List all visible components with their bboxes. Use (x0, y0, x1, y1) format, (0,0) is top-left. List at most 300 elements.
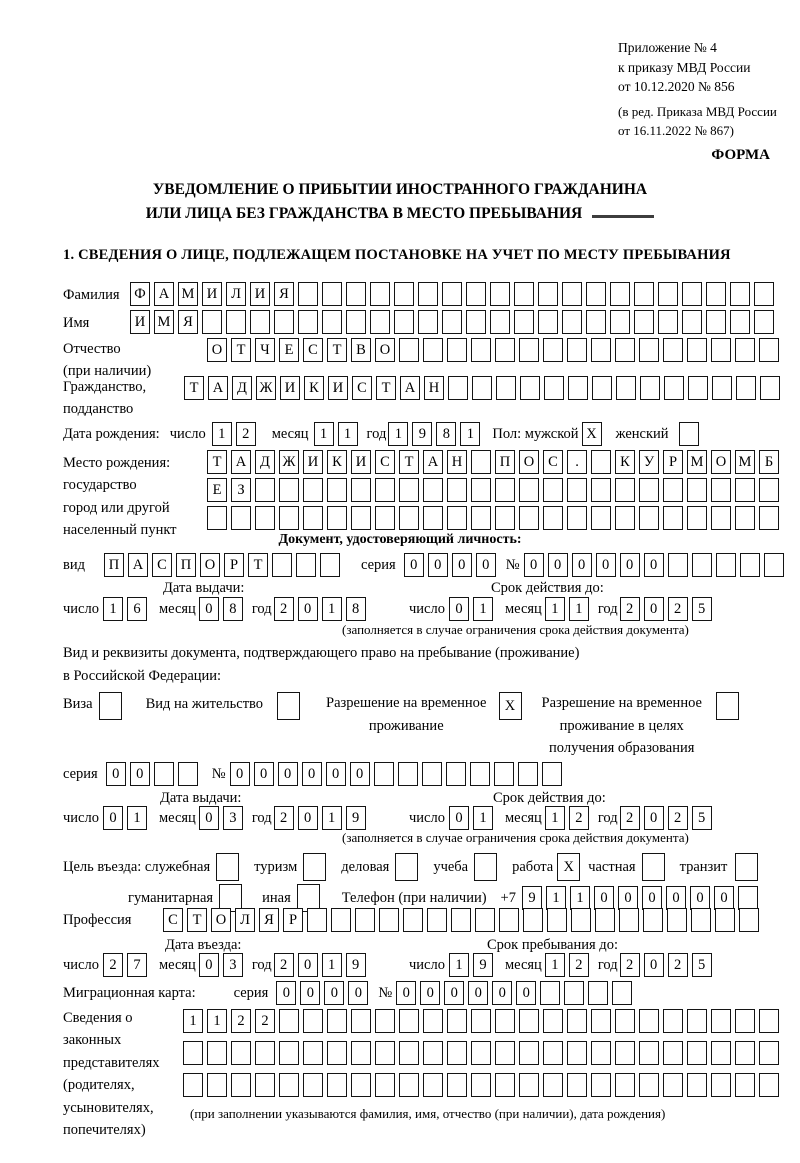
char-box[interactable]: 0 (449, 806, 469, 830)
char-box[interactable] (207, 506, 227, 530)
char-box[interactable]: П (176, 553, 196, 577)
char-box[interactable]: 2 (274, 953, 294, 977)
char-box[interactable] (663, 1009, 683, 1033)
char-box[interactable]: 8 (436, 422, 456, 446)
char-box[interactable] (327, 1009, 347, 1033)
char-box[interactable]: 6 (127, 597, 147, 621)
char-box[interactable] (523, 908, 543, 932)
char-box[interactable] (544, 376, 564, 400)
char-box[interactable] (351, 1041, 371, 1065)
char-box[interactable] (564, 981, 584, 1005)
char-box[interactable] (447, 1073, 467, 1097)
char-box[interactable]: 5 (692, 806, 712, 830)
char-box[interactable] (279, 506, 299, 530)
char-box[interactable]: А (208, 376, 228, 400)
char-box[interactable] (272, 553, 292, 577)
char-box[interactable]: 1 (545, 953, 565, 977)
char-box[interactable] (754, 310, 774, 334)
char-box[interactable]: У (639, 450, 659, 474)
char-box[interactable]: 0 (199, 953, 219, 977)
char-box[interactable] (451, 908, 471, 932)
char-box[interactable] (399, 1073, 419, 1097)
char-box[interactable]: 1 (322, 597, 342, 621)
char-box[interactable] (616, 376, 636, 400)
char-box[interactable] (738, 886, 758, 910)
char-box[interactable] (399, 1041, 419, 1065)
char-box[interactable] (567, 1041, 587, 1065)
char-box[interactable] (207, 1041, 227, 1065)
checkbox-cell[interactable] (395, 853, 418, 881)
char-box[interactable] (303, 1041, 323, 1065)
char-box[interactable] (303, 1009, 323, 1033)
char-box[interactable] (399, 506, 419, 530)
char-box[interactable] (567, 1073, 587, 1097)
char-box[interactable] (471, 1073, 491, 1097)
char-box[interactable] (639, 1073, 659, 1097)
char-box[interactable] (471, 338, 491, 362)
char-box[interactable] (706, 310, 726, 334)
char-box[interactable]: С (352, 376, 372, 400)
char-box[interactable]: Я (178, 310, 198, 334)
char-box[interactable]: 0 (302, 762, 322, 786)
char-box[interactable] (475, 908, 495, 932)
char-box[interactable]: 5 (692, 597, 712, 621)
char-box[interactable]: Т (327, 338, 347, 362)
char-box[interactable] (231, 1041, 251, 1065)
char-box[interactable] (495, 1009, 515, 1033)
char-box[interactable]: 2 (668, 806, 688, 830)
char-box[interactable]: 5 (692, 953, 712, 977)
char-box[interactable]: 1 (570, 886, 590, 910)
char-box[interactable]: 9 (412, 422, 432, 446)
char-box[interactable]: 1 (322, 806, 342, 830)
char-box[interactable]: 2 (231, 1009, 251, 1033)
char-box[interactable]: 8 (346, 597, 366, 621)
char-box[interactable] (547, 908, 567, 932)
char-box[interactable] (615, 1009, 635, 1033)
char-box[interactable]: 0 (524, 553, 544, 577)
char-box[interactable] (375, 1009, 395, 1033)
char-box[interactable] (154, 762, 174, 786)
char-box[interactable]: М (154, 310, 174, 334)
char-box[interactable] (664, 376, 684, 400)
char-box[interactable] (739, 908, 759, 932)
char-box[interactable] (639, 1041, 659, 1065)
char-box[interactable]: 9 (346, 806, 366, 830)
char-box[interactable] (687, 1009, 707, 1033)
char-box[interactable] (735, 506, 755, 530)
char-box[interactable] (663, 506, 683, 530)
char-box[interactable] (730, 310, 750, 334)
char-box[interactable]: Б (759, 450, 779, 474)
char-box[interactable] (495, 338, 515, 362)
char-box[interactable]: А (154, 282, 174, 306)
char-box[interactable]: Л (226, 282, 246, 306)
char-box[interactable]: А (400, 376, 420, 400)
char-box[interactable] (610, 310, 630, 334)
char-box[interactable]: И (328, 376, 348, 400)
char-box[interactable] (764, 553, 784, 577)
char-box[interactable] (591, 1041, 611, 1065)
char-box[interactable] (346, 282, 366, 306)
char-box[interactable] (571, 908, 591, 932)
char-box[interactable]: 1 (212, 422, 232, 446)
char-box[interactable] (562, 310, 582, 334)
char-box[interactable]: X (582, 422, 602, 446)
char-box[interactable]: Ж (256, 376, 276, 400)
char-box[interactable] (543, 1009, 563, 1033)
char-box[interactable] (279, 1073, 299, 1097)
char-box[interactable]: 0 (130, 762, 150, 786)
char-box[interactable] (759, 478, 779, 502)
char-box[interactable]: 0 (199, 806, 219, 830)
checkbox-cell[interactable] (277, 692, 300, 720)
char-box[interactable]: С (152, 553, 172, 577)
char-box[interactable] (298, 282, 318, 306)
char-box[interactable] (519, 1009, 539, 1033)
char-box[interactable] (355, 908, 375, 932)
char-box[interactable] (682, 282, 702, 306)
char-box[interactable] (567, 506, 587, 530)
char-box[interactable] (351, 506, 371, 530)
char-box[interactable]: 1 (473, 597, 493, 621)
char-box[interactable] (471, 478, 491, 502)
char-box[interactable] (183, 1073, 203, 1097)
char-box[interactable] (615, 506, 635, 530)
char-box[interactable] (759, 338, 779, 362)
char-box[interactable] (679, 422, 699, 446)
char-box[interactable] (303, 478, 323, 502)
char-box[interactable] (255, 506, 275, 530)
char-box[interactable]: 0 (254, 762, 274, 786)
char-box[interactable] (418, 310, 438, 334)
char-box[interactable] (327, 1041, 347, 1065)
char-box[interactable]: 0 (644, 806, 664, 830)
char-box[interactable]: 0 (298, 597, 318, 621)
char-box[interactable] (716, 553, 736, 577)
char-box[interactable] (639, 1009, 659, 1033)
char-box[interactable]: 0 (690, 886, 710, 910)
char-box[interactable] (423, 506, 443, 530)
char-box[interactable]: 2 (620, 597, 640, 621)
char-box[interactable] (591, 506, 611, 530)
char-box[interactable]: И (202, 282, 222, 306)
char-box[interactable] (588, 981, 608, 1005)
char-box[interactable]: О (711, 450, 731, 474)
char-box[interactable] (346, 310, 366, 334)
char-box[interactable] (540, 981, 560, 1005)
char-box[interactable] (250, 310, 270, 334)
char-box[interactable] (759, 1041, 779, 1065)
char-box[interactable]: 1 (207, 1009, 227, 1033)
char-box[interactable]: 0 (420, 981, 440, 1005)
char-box[interactable] (658, 310, 678, 334)
char-box[interactable]: П (104, 553, 124, 577)
char-box[interactable]: С (543, 450, 563, 474)
char-box[interactable] (423, 1009, 443, 1033)
char-box[interactable] (399, 478, 419, 502)
char-box[interactable]: 0 (449, 597, 469, 621)
char-box[interactable] (499, 908, 519, 932)
char-box[interactable]: К (304, 376, 324, 400)
char-box[interactable] (735, 478, 755, 502)
checkbox-cell[interactable] (716, 692, 739, 720)
char-box[interactable] (760, 376, 780, 400)
char-box[interactable]: С (303, 338, 323, 362)
char-box[interactable]: 0 (476, 553, 496, 577)
char-box[interactable]: 0 (199, 597, 219, 621)
char-box[interactable]: 2 (236, 422, 256, 446)
char-box[interactable]: Д (255, 450, 275, 474)
char-box[interactable] (446, 762, 466, 786)
char-box[interactable] (472, 376, 492, 400)
char-box[interactable] (231, 506, 251, 530)
char-box[interactable] (715, 908, 735, 932)
char-box[interactable]: Р (663, 450, 683, 474)
char-box[interactable] (370, 282, 390, 306)
char-box[interactable] (691, 908, 711, 932)
char-box[interactable] (447, 1009, 467, 1033)
char-box[interactable]: О (211, 908, 231, 932)
char-box[interactable] (663, 338, 683, 362)
char-box[interactable] (711, 478, 731, 502)
char-box[interactable] (592, 376, 612, 400)
char-box[interactable] (307, 908, 327, 932)
checkbox-cell[interactable] (99, 692, 122, 720)
char-box[interactable]: М (687, 450, 707, 474)
char-box[interactable]: Р (224, 553, 244, 577)
char-box[interactable]: 7 (127, 953, 147, 977)
char-box[interactable]: 2 (620, 806, 640, 830)
char-box[interactable] (740, 553, 760, 577)
char-box[interactable] (759, 506, 779, 530)
char-box[interactable] (543, 1041, 563, 1065)
char-box[interactable] (595, 908, 615, 932)
char-box[interactable]: И (250, 282, 270, 306)
char-box[interactable] (442, 282, 462, 306)
char-box[interactable] (711, 1041, 731, 1065)
char-box[interactable] (394, 310, 414, 334)
char-box[interactable] (634, 310, 654, 334)
char-box[interactable] (327, 506, 347, 530)
char-box[interactable]: О (519, 450, 539, 474)
char-box[interactable]: 0 (428, 553, 448, 577)
char-box[interactable] (490, 282, 510, 306)
checkbox-cell[interactable] (216, 853, 239, 881)
char-box[interactable]: 0 (348, 981, 368, 1005)
char-box[interactable]: 0 (666, 886, 686, 910)
char-box[interactable] (567, 338, 587, 362)
char-box[interactable]: 1 (449, 953, 469, 977)
char-box[interactable] (423, 1073, 443, 1097)
char-box[interactable] (351, 1009, 371, 1033)
char-box[interactable] (663, 1041, 683, 1065)
char-box[interactable] (639, 338, 659, 362)
char-box[interactable] (591, 478, 611, 502)
char-box[interactable] (466, 282, 486, 306)
char-box[interactable]: 1 (338, 422, 358, 446)
char-box[interactable] (759, 1073, 779, 1097)
char-box[interactable]: Т (187, 908, 207, 932)
char-box[interactable] (759, 1009, 779, 1033)
char-box[interactable] (591, 1073, 611, 1097)
char-box[interactable]: 1 (388, 422, 408, 446)
char-box[interactable]: 1 (545, 597, 565, 621)
char-box[interactable] (687, 1073, 707, 1097)
char-box[interactable] (320, 553, 340, 577)
char-box[interactable]: 9 (346, 953, 366, 977)
char-box[interactable]: С (163, 908, 183, 932)
char-box[interactable] (735, 1009, 755, 1033)
char-box[interactable]: 0 (278, 762, 298, 786)
char-box[interactable]: 0 (492, 981, 512, 1005)
char-box[interactable] (711, 338, 731, 362)
checkbox-cell[interactable]: X (499, 692, 522, 720)
char-box[interactable]: 2 (274, 597, 294, 621)
char-box[interactable] (619, 908, 639, 932)
char-box[interactable] (514, 310, 534, 334)
checkbox-cell[interactable] (474, 853, 497, 881)
char-box[interactable] (688, 376, 708, 400)
char-box[interactable] (568, 376, 588, 400)
char-box[interactable] (202, 310, 222, 334)
char-box[interactable]: М (735, 450, 755, 474)
char-box[interactable] (543, 338, 563, 362)
char-box[interactable]: 0 (618, 886, 638, 910)
char-box[interactable]: 2 (620, 953, 640, 977)
char-box[interactable]: Е (279, 338, 299, 362)
char-box[interactable] (303, 1073, 323, 1097)
char-box[interactable] (712, 376, 732, 400)
char-box[interactable] (496, 376, 516, 400)
char-box[interactable] (615, 1073, 635, 1097)
char-box[interactable] (735, 338, 755, 362)
char-box[interactable] (351, 1073, 371, 1097)
char-box[interactable] (296, 553, 316, 577)
char-box[interactable] (322, 310, 342, 334)
char-box[interactable] (615, 338, 635, 362)
char-box[interactable] (303, 506, 323, 530)
char-box[interactable] (567, 1009, 587, 1033)
char-box[interactable] (255, 1041, 275, 1065)
char-box[interactable]: 0 (644, 597, 664, 621)
checkbox-cell[interactable] (303, 853, 326, 881)
char-box[interactable] (399, 338, 419, 362)
char-box[interactable]: 1 (314, 422, 334, 446)
char-box[interactable]: К (615, 450, 635, 474)
char-box[interactable]: М (178, 282, 198, 306)
char-box[interactable] (643, 908, 663, 932)
char-box[interactable]: 0 (452, 553, 472, 577)
char-box[interactable]: 1 (473, 806, 493, 830)
char-box[interactable] (279, 1009, 299, 1033)
char-box[interactable]: 0 (468, 981, 488, 1005)
char-box[interactable] (322, 282, 342, 306)
char-box[interactable] (207, 1073, 227, 1097)
char-box[interactable] (640, 376, 660, 400)
char-box[interactable] (586, 310, 606, 334)
char-box[interactable]: В (351, 338, 371, 362)
char-box[interactable] (231, 1073, 251, 1097)
char-box[interactable] (518, 762, 538, 786)
char-box[interactable] (658, 282, 678, 306)
checkbox-cell[interactable]: X (557, 853, 580, 881)
char-box[interactable]: Т (207, 450, 227, 474)
char-box[interactable]: 0 (572, 553, 592, 577)
char-box[interactable]: С (375, 450, 395, 474)
char-box[interactable] (634, 282, 654, 306)
char-box[interactable] (495, 506, 515, 530)
char-box[interactable]: 0 (326, 762, 346, 786)
char-box[interactable] (375, 1073, 395, 1097)
char-box[interactable]: И (303, 450, 323, 474)
char-box[interactable]: А (128, 553, 148, 577)
char-box[interactable] (706, 282, 726, 306)
char-box[interactable] (519, 478, 539, 502)
char-box[interactable]: 2 (103, 953, 123, 977)
char-box[interactable] (422, 762, 442, 786)
char-box[interactable] (399, 1009, 419, 1033)
char-box[interactable] (183, 1041, 203, 1065)
char-box[interactable]: О (207, 338, 227, 362)
char-box[interactable]: К (327, 450, 347, 474)
char-box[interactable]: 2 (668, 597, 688, 621)
char-box[interactable]: Т (248, 553, 268, 577)
char-box[interactable] (418, 282, 438, 306)
char-box[interactable] (447, 478, 467, 502)
char-box[interactable]: 8 (223, 597, 243, 621)
char-box[interactable]: 0 (324, 981, 344, 1005)
char-box[interactable] (639, 478, 659, 502)
char-box[interactable]: 2 (274, 806, 294, 830)
char-box[interactable]: 1 (127, 806, 147, 830)
char-box[interactable]: З (231, 478, 251, 502)
char-box[interactable]: 2 (668, 953, 688, 977)
char-box[interactable] (711, 1009, 731, 1033)
char-box[interactable] (327, 478, 347, 502)
char-box[interactable] (639, 506, 659, 530)
char-box[interactable]: 0 (350, 762, 370, 786)
char-box[interactable] (279, 478, 299, 502)
char-box[interactable] (567, 478, 587, 502)
char-box[interactable] (519, 1073, 539, 1097)
char-box[interactable] (447, 1041, 467, 1065)
char-box[interactable]: Л (235, 908, 255, 932)
char-box[interactable] (331, 908, 351, 932)
char-box[interactable]: 2 (569, 806, 589, 830)
char-box[interactable] (682, 310, 702, 334)
char-box[interactable]: Я (259, 908, 279, 932)
char-box[interactable] (470, 762, 490, 786)
char-box[interactable]: 0 (620, 553, 640, 577)
char-box[interactable] (471, 506, 491, 530)
char-box[interactable] (687, 478, 707, 502)
char-box[interactable] (370, 310, 390, 334)
char-box[interactable] (398, 762, 418, 786)
char-box[interactable]: 0 (298, 953, 318, 977)
char-box[interactable] (255, 1073, 275, 1097)
char-box[interactable] (427, 908, 447, 932)
char-box[interactable] (591, 1009, 611, 1033)
char-box[interactable]: 9 (473, 953, 493, 977)
char-box[interactable] (274, 310, 294, 334)
char-box[interactable]: 9 (522, 886, 542, 910)
char-box[interactable] (379, 908, 399, 932)
char-box[interactable] (375, 478, 395, 502)
char-box[interactable] (495, 1041, 515, 1065)
char-box[interactable]: 0 (298, 806, 318, 830)
char-box[interactable] (178, 762, 198, 786)
